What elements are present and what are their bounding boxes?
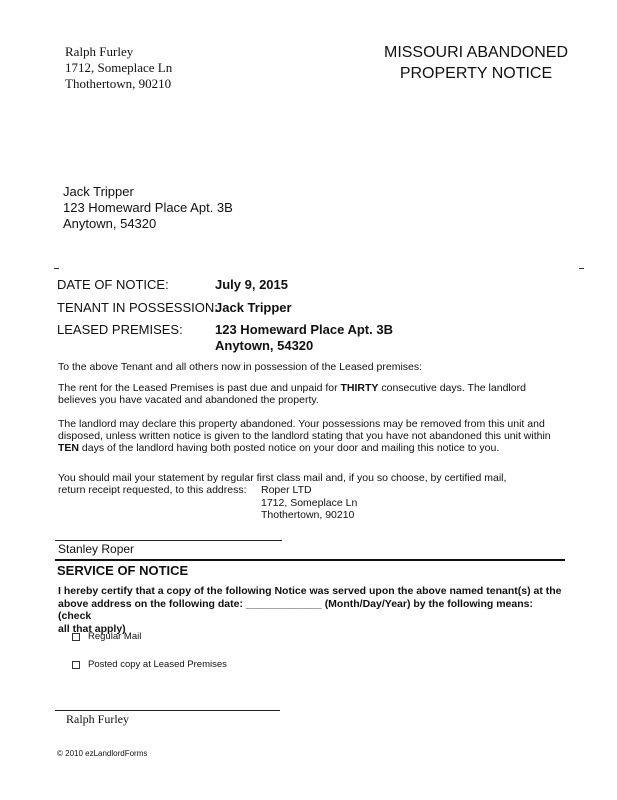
paragraph-rent	[58, 382, 558, 406]
section-divider	[55, 559, 565, 561]
p3-text-b: days of the landlord having both posted notice on your door and mailing this notice to you.	[79, 442, 500, 454]
p2-text-a: The rent for the Leased Premises is past due and unpaid for	[58, 382, 341, 394]
title-line-2: PROPERTY NOTICE	[399, 65, 553, 82]
tenant-name: Jack Tripper	[63, 184, 134, 199]
mail-to-line-1: Roper LTD	[261, 484, 312, 496]
certification-text	[58, 585, 563, 635]
signature-line-1	[55, 540, 282, 541]
tenant-value: Jack Tripper	[215, 300, 292, 315]
p2-text-b: consecutive days. The landlord believes you have vacated and abandoned the property.	[58, 382, 526, 406]
premises-value	[215, 322, 393, 354]
mail-to-line-2: 1712, Someplace Ln	[261, 496, 358, 509]
p4-line-1: You should mail your statement by regular first class mail and, if you so choose, by certified mail,	[58, 472, 507, 484]
tenant-address	[63, 184, 233, 232]
copyright-footer: © 2010 ezLandlordForms	[57, 749, 148, 758]
p2-bold: THIRTY	[340, 382, 379, 394]
date-value: July 9, 2015	[215, 277, 288, 292]
landlord-street: 1712, Someplace Ln	[65, 60, 173, 75]
paragraph-abandon	[58, 418, 558, 454]
landlord-city-zip: Thothertown, 90210	[65, 76, 172, 91]
document-title	[362, 42, 590, 84]
fold-mark-left	[54, 268, 59, 269]
signature-name-2: Ralph Furley	[66, 712, 129, 726]
regular-mail-checkbox[interactable]	[72, 633, 80, 641]
posted-copy-checkbox[interactable]	[72, 661, 80, 669]
option-regular-mail[interactable]	[72, 631, 141, 642]
regular-mail-label: Regular Mail	[88, 631, 142, 642]
premises-label: LEASED PREMISES:	[57, 322, 183, 337]
tenant-city-zip: Anytown, 54320	[63, 216, 157, 231]
landlord-address	[65, 44, 172, 92]
signature-name-1: Stanley Roper	[58, 542, 135, 556]
paragraph-intro: To the above Tenant and all others now in possession of the Leased premises:	[58, 361, 423, 373]
tenant-street: 123 Homeward Place Apt. 3B	[63, 200, 233, 215]
mail-to-line-3: Thothertown, 90210	[261, 509, 355, 521]
signature-line-2	[55, 710, 280, 711]
p3-bold: TEN	[58, 442, 79, 454]
mail-to-address	[261, 484, 357, 522]
p3-text-a: The landlord may declare this property abandoned. Your possessions may be removed from this unit and disposed, unless written notice is given to the landlord stating that you have not abandoned this unit within	[58, 418, 551, 442]
premises-line-2: Anytown, 54320	[215, 338, 314, 353]
tenant-label: TENANT IN POSSESSION:	[57, 300, 218, 315]
p4-line-2: return receipt requested, to this address:	[58, 484, 247, 496]
certify-line-3: all that apply)	[58, 622, 126, 635]
certify-line-2: above address on the following date: _____________ (Month/Day/Year) by the following means: (check	[58, 597, 533, 622]
title-line-1: MISSOURI ABANDONED	[383, 44, 569, 61]
fold-mark-right	[579, 268, 584, 269]
posted-copy-label: Posted copy at Leased Premises	[88, 659, 227, 670]
date-label: DATE OF NOTICE:	[57, 277, 169, 292]
option-posted-copy[interactable]	[72, 659, 227, 670]
landlord-name: Ralph Furley	[65, 44, 134, 59]
certify-line-1: I hereby certify that a copy of the following Notice was served upon the above named tenant(s) at the	[58, 585, 562, 597]
premises-line-1: 123 Homeward Place Apt. 3B	[215, 322, 393, 337]
service-heading: SERVICE OF NOTICE	[57, 563, 189, 578]
